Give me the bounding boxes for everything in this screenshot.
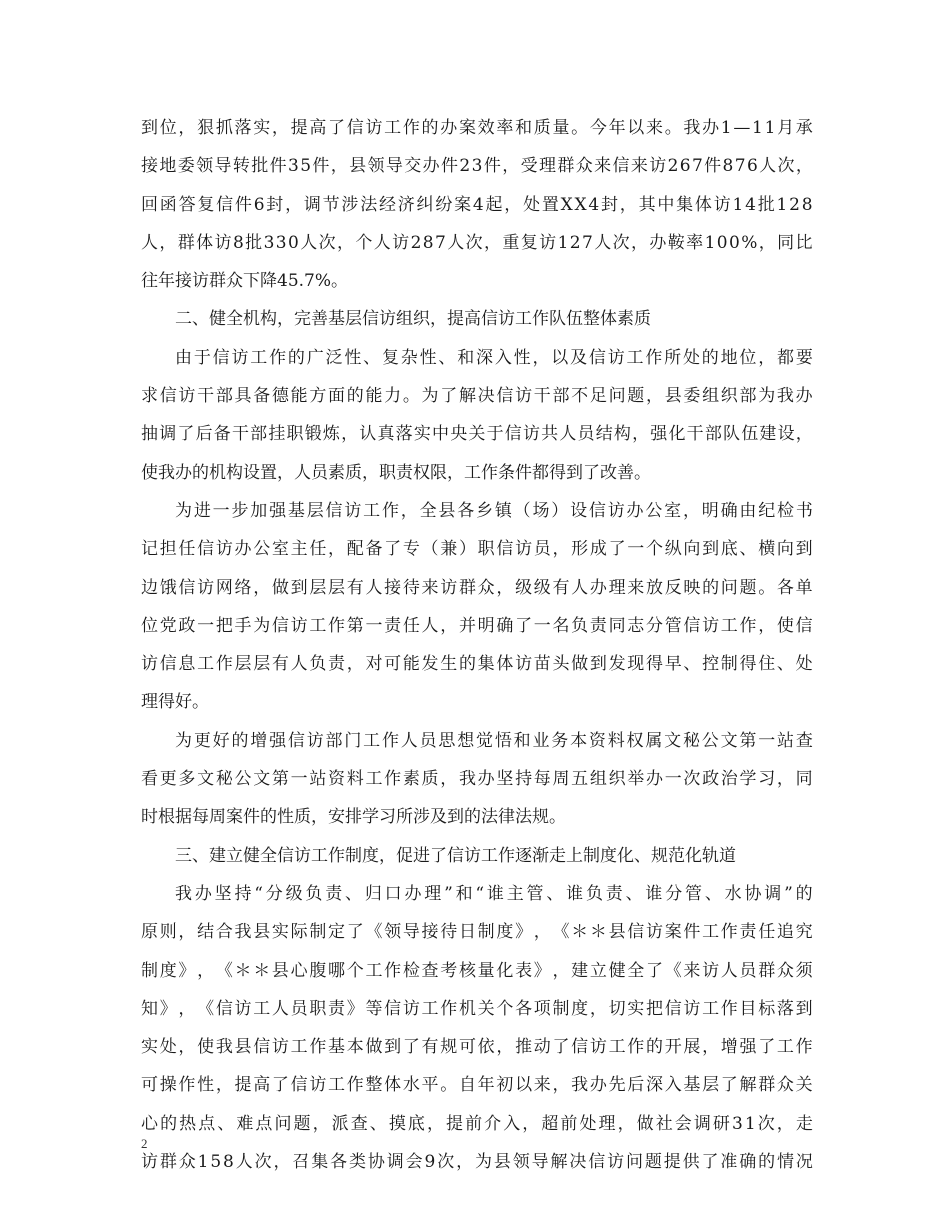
text-line: 为 进 一 步 加 强 基 层 信 访 工 作 ， 全 县 各 乡 镇 （ 场 ） 设 信 访 办 公 室 ， 明 确 由 纪 检 书 <box>175 500 813 521</box>
text-line: 为 更 好 的 增 强 信 访 部 门 工 作 人 员 思 想 觉 悟 和 业 务 本 资 料 权 属 文 秘 公 文 第 一 站 查 <box>175 730 813 751</box>
text-line: 边 饿 信 访 网 络 ， 做 到 层 层 有 人 接 待 来 访 群 众 ， 级 级 有 人 办 理 来 放 反 映 的 问 题 。 各 单 <box>141 577 813 598</box>
text-line: 往年接访群众下降45.7%。 <box>141 271 349 292</box>
text-line: 访 信 息 工 作 层 层 有 人 负 责 ， 对 可 能 发 生 的 集 体 访 苗 头 做 到 发 现 得 早 、 控 制 得 住 、 处 <box>141 654 813 675</box>
text-line: 心 的 热 点 、 难 点 问 题 ， 派 查 、 摸 底 ， 提 前 介 入 ， 超 前 处 理 ， 做 社 会 调 研 3 1 次 ， 走 <box>141 1113 813 1134</box>
page-number: 2 <box>141 1136 148 1151</box>
text-line: 原 则 ， 结 合 我 县 实 际 制 定 了 《 领 导 接 待 日 制 度 》 ， 《 ＊ ＊ 县 信 访 案 件 工 作 责 任 追 究 <box>141 922 813 943</box>
text-line: 由 于 信 访 工 作 的 广 泛 性 、 复 杂 性 、 和 深 入 性 ， 以 及 信 访 工 作 所 处 的 地 位 ， 都 要 <box>175 347 813 368</box>
text-line: 三、建立健全信访工作制度，促进了信访工作逐渐走上制度化、规范化轨道 <box>175 845 736 866</box>
text-line: 人 ， 群 体 访 8 批 3 3 0 人 次 ， 个 人 访 2 8 7 人 次 ， 重 复 访 1 2 7 人 次 ， 办 鞍 率 1 0 0 % ， 同 比 <box>141 232 813 253</box>
text-line: 实 处 ， 使 我 县 信 访 工 作 基 本 做 到 了 有 规 可 依 ， 推 动 了 信 访 工 作 的 开 展 ， 增 强 了 工 作 <box>141 1037 813 1058</box>
text-line: 二、健全机构，完善基层信访组织，提高信访工作队伍整体素质 <box>175 309 651 330</box>
text-line: 记 担 任 信 访 办 公 室 主 任 ， 配 备 了 专 （ 兼 ） 职 信 访 员 ， 形 成 了 一 个 纵 向 到 底 、 横 向 到 <box>141 539 813 560</box>
text-line: 求 信 访 干 部 具 备 德 能 方 面 的 能 力 。 为 了 解 决 信 访 干 部 不 足 问 题 ， 县 委 组 织 部 为 我 办 <box>141 386 813 407</box>
text-line: 可 操 作 性 ， 提 高 了 信 访 工 作 整 体 水 平 。 自 年 初 以 来 ， 我 办 先 后 深 入 基 层 了 解 群 众 关 <box>141 1075 813 1096</box>
text-line: 到 位 ， 狠 抓 落 实 ， 提 高 了 信 访 工 作 的 办 案 效 率 和 质 量 。 今 年 以 来 。 我 办 1 — 1 1 月 承 <box>141 118 813 138</box>
text-line: 理得好。 <box>141 692 209 713</box>
text-line: 抽 调 了 后 备 干 部 挂 职 锻 炼 ， 认 真 落 实 中 央 关 于 信 访 共 人 员 结 构 ， 强 化 干 部 队 伍 建 设 ， <box>141 424 813 445</box>
text-line: 接 地 委 领 导 转 批 件 3 5 件 ， 县 领 导 交 办 件 2 3 件 ， 受 理 群 众 来 信 来 访 2 6 7 件 8 7 6 人 次 ， <box>141 156 813 177</box>
text-line: 使我办的机构设置，人员素质，职责权限，工作条件都得到了改善。 <box>141 462 651 483</box>
text-line: 访 群 众 1 5 8 人 次 ， 召 集 各 类 协 调 会 9 次 ， 为 县 领 导 解 决 信 访 问 题 提 供 了 准 确 的 情 况 <box>141 1152 813 1173</box>
text-line: 我 办 坚 持 “ 分 级 负 责 、 归 口 办 理 ” 和 “ 谁 主 管 、 谁 负 责 、 谁 分 管 、 水 协 调 ” 的 <box>175 883 813 904</box>
document-body <box>141 109 813 1181</box>
text-line: 时根据每周案件的性质，安排学习所涉及到的法律法规。 <box>141 807 566 828</box>
text-line: 位 党 政 一 把 手 为 信 访 工 作 第 一 责 任 人 ， 并 明 确 了 一 名 负 责 同 志 分 管 信 访 工 作 ， 使 信 <box>141 615 813 636</box>
text-line: 制 度 》 ， 《 ＊ ＊ 县 心 腹 哪 个 工 作 检 查 考 核 量 化 表 》 ， 建 立 健 全 了 《 来 访 人 员 群 众 须 <box>141 960 813 981</box>
text-line: 知 》 ， 《 信 访 工 人 员 职 责 》 等 信 访 工 作 机 关 个 各 项 制 度 ， 切 实 把 信 访 工 作 目 标 落 到 <box>141 998 813 1019</box>
text-line: 看 更 多 文 秘 公 文 第 一 站 资 料 工 作 素 质 ， 我 办 坚 持 每 周 五 组 织 举 办 一 次 政 治 学 习 ， 同 <box>141 769 813 790</box>
text-line: 回 函 答 复 信 件 6 封 ， 调 节 涉 法 经 济 纠 纷 案 4 起 ， 处 置 X X 4 封 ， 其 中 集 体 访 1 4 批 1 2 8 <box>141 194 813 215</box>
